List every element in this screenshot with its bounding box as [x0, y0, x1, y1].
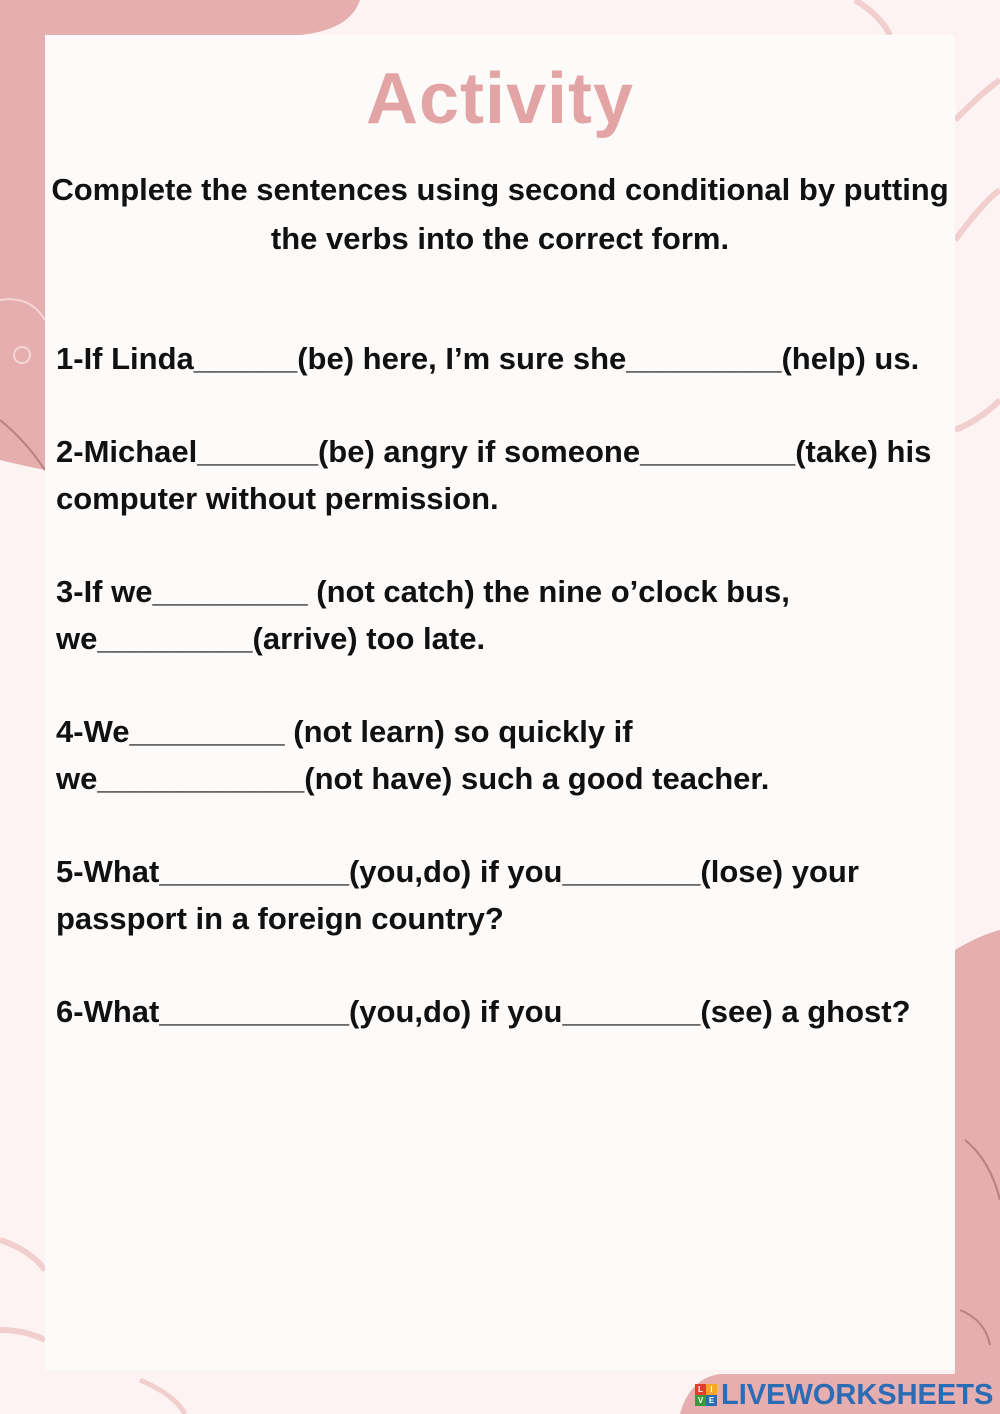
liveworksheets-logo-icon: L I V E [695, 1384, 717, 1406]
question-2: 2-Michael_______(be) angry if someone_________(take) his computer without permission. [56, 434, 932, 516]
liveworksheets-logo [695, 1377, 993, 1413]
question-4: 4-We_________ (not learn) so quickly if we____________(not have) such a good teacher. [56, 714, 770, 796]
question-3: 3-If we_________ (not catch) the nine o’clock bus, we_________(arrive) too late. [56, 574, 790, 656]
page-title: Activity [365, 59, 635, 139]
questions-list [56, 335, 936, 1081]
question-1: 1-If Linda______(be) here, I’m sure she_________(help) us. [56, 341, 920, 376]
instructions-text: Complete the sentences using second conditional by putting the verbs into the correct form. [51, 172, 949, 256]
liveworksheets-logo-text: LIVEWORKSHEETS [721, 1378, 994, 1411]
question-6: 6-What___________(you,do) if you________(see) a ghost? [56, 994, 911, 1029]
question-5: 5-What___________(you,do) if you________(lose) your passport in a foreign country? [56, 854, 859, 936]
